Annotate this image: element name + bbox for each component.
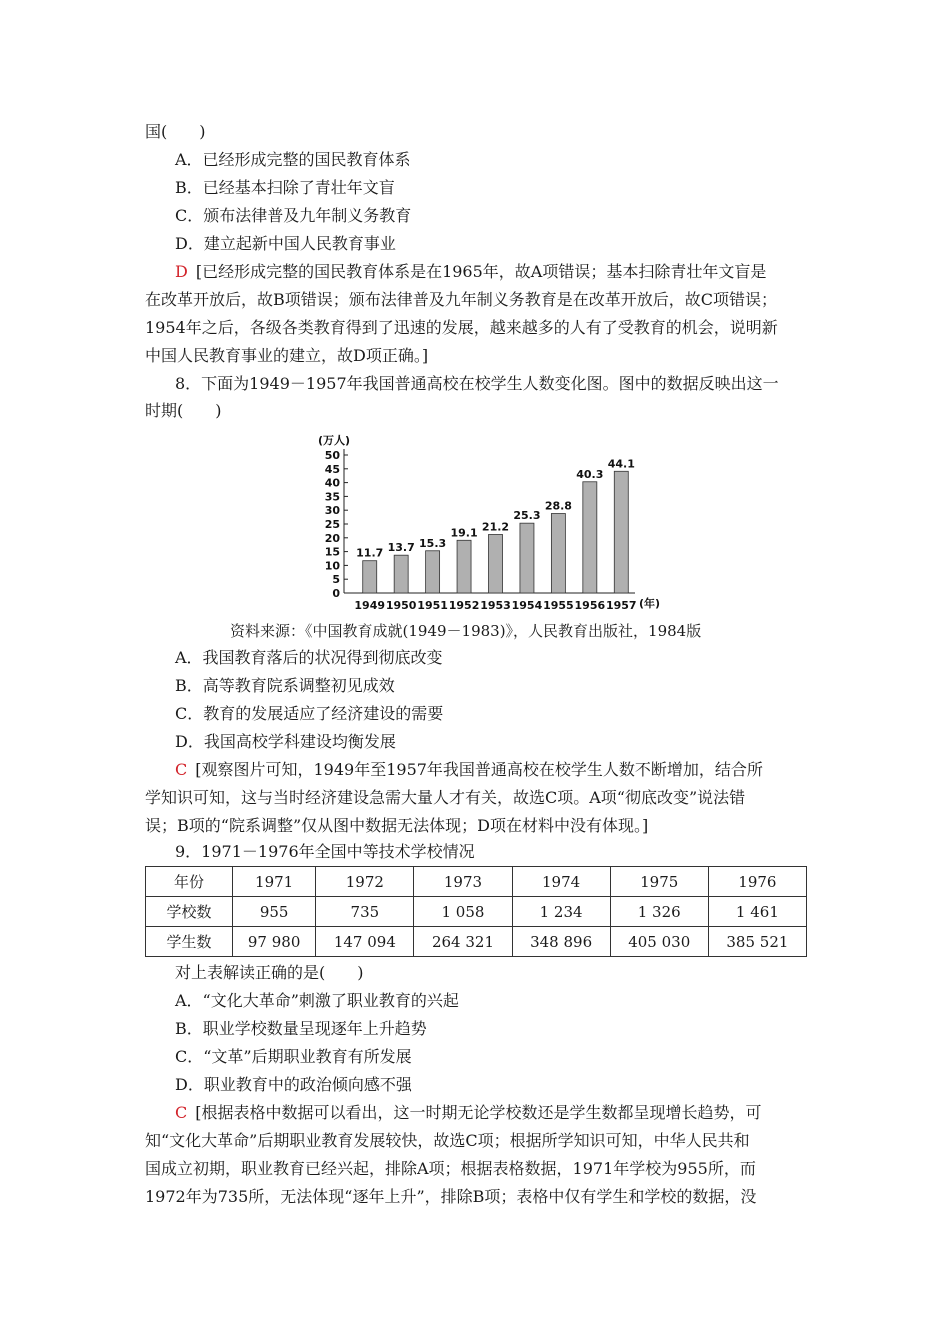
y-tick-label: 35 (324, 490, 340, 504)
y-tick-label: 50 (324, 449, 340, 462)
q9-stem: 9．1971－1976年全国中等技术学校情况 (175, 842, 475, 861)
y-tick-label: 10 (324, 559, 340, 573)
bar-value-label: 19.1 (450, 526, 478, 540)
table-cell: 1973 (414, 867, 512, 897)
bar (551, 514, 565, 593)
bar (363, 561, 377, 593)
x-tick-label: 1952 (448, 599, 480, 612)
y-tick-label: 5 (332, 573, 340, 587)
x-tick-label: 1957 (605, 599, 637, 612)
table-cell: 97 980 (233, 927, 316, 957)
table-cell: 1 326 (610, 897, 708, 927)
x-tick-label: 1951 (417, 599, 448, 612)
q8-stem: 时期( ) (145, 401, 222, 420)
x-axis-label: (年) (639, 597, 661, 610)
table-cell: 1971 (233, 867, 316, 897)
bar (583, 482, 597, 593)
q9-question: 对上表解读正确的是( ) (175, 963, 364, 982)
table-cell: 1975 (610, 867, 708, 897)
q7-option-c: C．颁布法律普及九年制义务教育 (175, 206, 412, 225)
y-tick-label: 45 (324, 462, 340, 476)
table-cell: 1976 (708, 867, 806, 897)
q9-option-c: C．“文革”后期职业教育有所发展 (175, 1047, 412, 1066)
bar (426, 551, 440, 593)
enrollment-bar-chart (300, 428, 670, 618)
x-tick-label: 1954 (511, 599, 543, 612)
q9-explanation-line: C [根据表格中数据可以看出，这一时期无论学校数还是学生数都呈现增长趋势，可 (175, 1103, 762, 1122)
y-tick-label: 0 (332, 587, 340, 600)
q8-explanation-line: C [观察图片可知，1949年至1957年我国普通高校在校学生人数不断增加，结合所 (175, 760, 763, 779)
table-cell: 1 461 (708, 897, 806, 927)
table-cell: 1 234 (512, 897, 610, 927)
q9-option-d: D．职业教育中的政治倾向感不强 (175, 1075, 412, 1094)
q8-stem: 8．下面为1949－1957年我国普通高校在校学生人数变化图。图中的数据反映出这一 (175, 374, 779, 393)
q9-explanation-line: 国成立初期，职业教育已经兴起，排除A项；根据表格数据，1971年学校为955所，而 (145, 1159, 756, 1178)
y-tick-label: 30 (324, 504, 340, 518)
table-header-row (146, 867, 807, 897)
q7-explanation-line: 1954年之后，各级各类教育得到了迅速的发展，越来越多的人有了受教育的机会，说明新 (145, 318, 778, 337)
q7-answer: D (175, 262, 188, 281)
bar-value-label: 21.2 (481, 520, 510, 534)
q9-explanation-line: 1972年为735所，无法体现“逐年上升”，排除B项；表格中仅有学生和学校的数据，没 (145, 1187, 757, 1206)
bar (457, 540, 471, 593)
bar-value-label: 25.3 (513, 509, 541, 523)
bar-value-label: 44.1 (607, 457, 635, 471)
q8-explanation-line: 学知识可知，这与当时经济建设急需大量人才有关，故选C项。A项“彻底改变”说法错 (145, 788, 746, 807)
x-tick-label: 1950 (385, 599, 417, 612)
x-tick-label: 1955 (543, 599, 574, 612)
table-cell: 264 321 (414, 927, 512, 957)
bar-value-label: 13.7 (387, 541, 415, 555)
bar (394, 555, 408, 593)
q8-explanation-line: 误；B项的“院系调整”仅从图中数据无法体现；D项在材料中没有体现。] (145, 816, 649, 835)
table-cell: 学校数 (146, 897, 233, 927)
q8-option-a: A．我国教育落后的状况得到彻底改变 (175, 648, 443, 667)
x-tick-label: 1953 (480, 599, 511, 612)
table-cell: 年份 (146, 867, 233, 897)
bar (489, 534, 503, 593)
x-tick-label: 1956 (574, 599, 606, 612)
y-tick-label: 15 (324, 545, 340, 559)
q9-option-b: B．职业学校数量呈现逐年上升趋势 (175, 1019, 427, 1038)
q8-option-b: B．高等教育院系调整初见成效 (175, 676, 395, 695)
q7-explanation-line: D [已经形成完整的国民教育体系是在1965年，故A项错误；基本扫除青壮年文盲是 (175, 262, 767, 281)
q7-explanation-line: 在改革开放后，故B项错误；颁布法律普及九年制义务教育是在改革开放后，故C项错误； (145, 290, 778, 309)
school-stats-table (145, 866, 807, 957)
chart-source: 资料来源：《中国教育成就(1949－1983)》，人民教育出版社，1984版 (230, 622, 702, 640)
table-cell: 735 (316, 897, 414, 927)
y-tick-label: 20 (324, 531, 340, 545)
table-row (146, 927, 807, 957)
table-cell: 385 521 (708, 927, 806, 957)
table-cell: 348 896 (512, 927, 610, 957)
q8-option-d: D．我国高校学科建设均衡发展 (175, 732, 396, 751)
y-tick-label: 40 (324, 476, 340, 490)
table-cell: 955 (233, 897, 316, 927)
q7-option-d: D．建立起新中国人民教育事业 (175, 234, 396, 253)
y-axis-label: (万人) (318, 434, 351, 447)
bar-value-label: 40.3 (576, 467, 604, 481)
q9-option-a: A．“文化大革命”刺激了职业教育的兴起 (175, 991, 459, 1010)
q7-option-a: A．已经形成完整的国民教育体系 (175, 150, 411, 169)
q7-explanation-line: 中国人民教育事业的建立，故D项正确。] (145, 346, 429, 365)
q9-answer: C (175, 1103, 188, 1122)
q7-stem-tail: 国( ) (145, 122, 206, 141)
bar (520, 523, 534, 593)
q9-explanation-line: 知“文化大革命”后期职业教育发展较快，故选C项；根据所学知识可知，中华人民共和 (145, 1131, 750, 1150)
table-row (146, 897, 807, 927)
y-tick-label: 25 (324, 518, 340, 531)
bar (614, 471, 628, 593)
q8-answer: C (175, 760, 188, 779)
table-cell: 147 094 (316, 927, 414, 957)
table-cell: 1 058 (414, 897, 512, 927)
bar-value-label: 28.8 (544, 499, 572, 513)
bar-value-label: 15.3 (419, 536, 447, 550)
q7-option-b: B．已经基本扫除了青壮年文盲 (175, 178, 395, 197)
table-cell: 1974 (512, 867, 610, 897)
table-cell: 学生数 (146, 927, 233, 957)
table-cell: 405 030 (610, 927, 708, 957)
table-cell: 1972 (316, 867, 414, 897)
q8-option-c: C．教育的发展适应了经济建设的需要 (175, 704, 444, 723)
bar-value-label: 11.7 (356, 546, 384, 560)
x-tick-label: 1949 (354, 599, 386, 612)
